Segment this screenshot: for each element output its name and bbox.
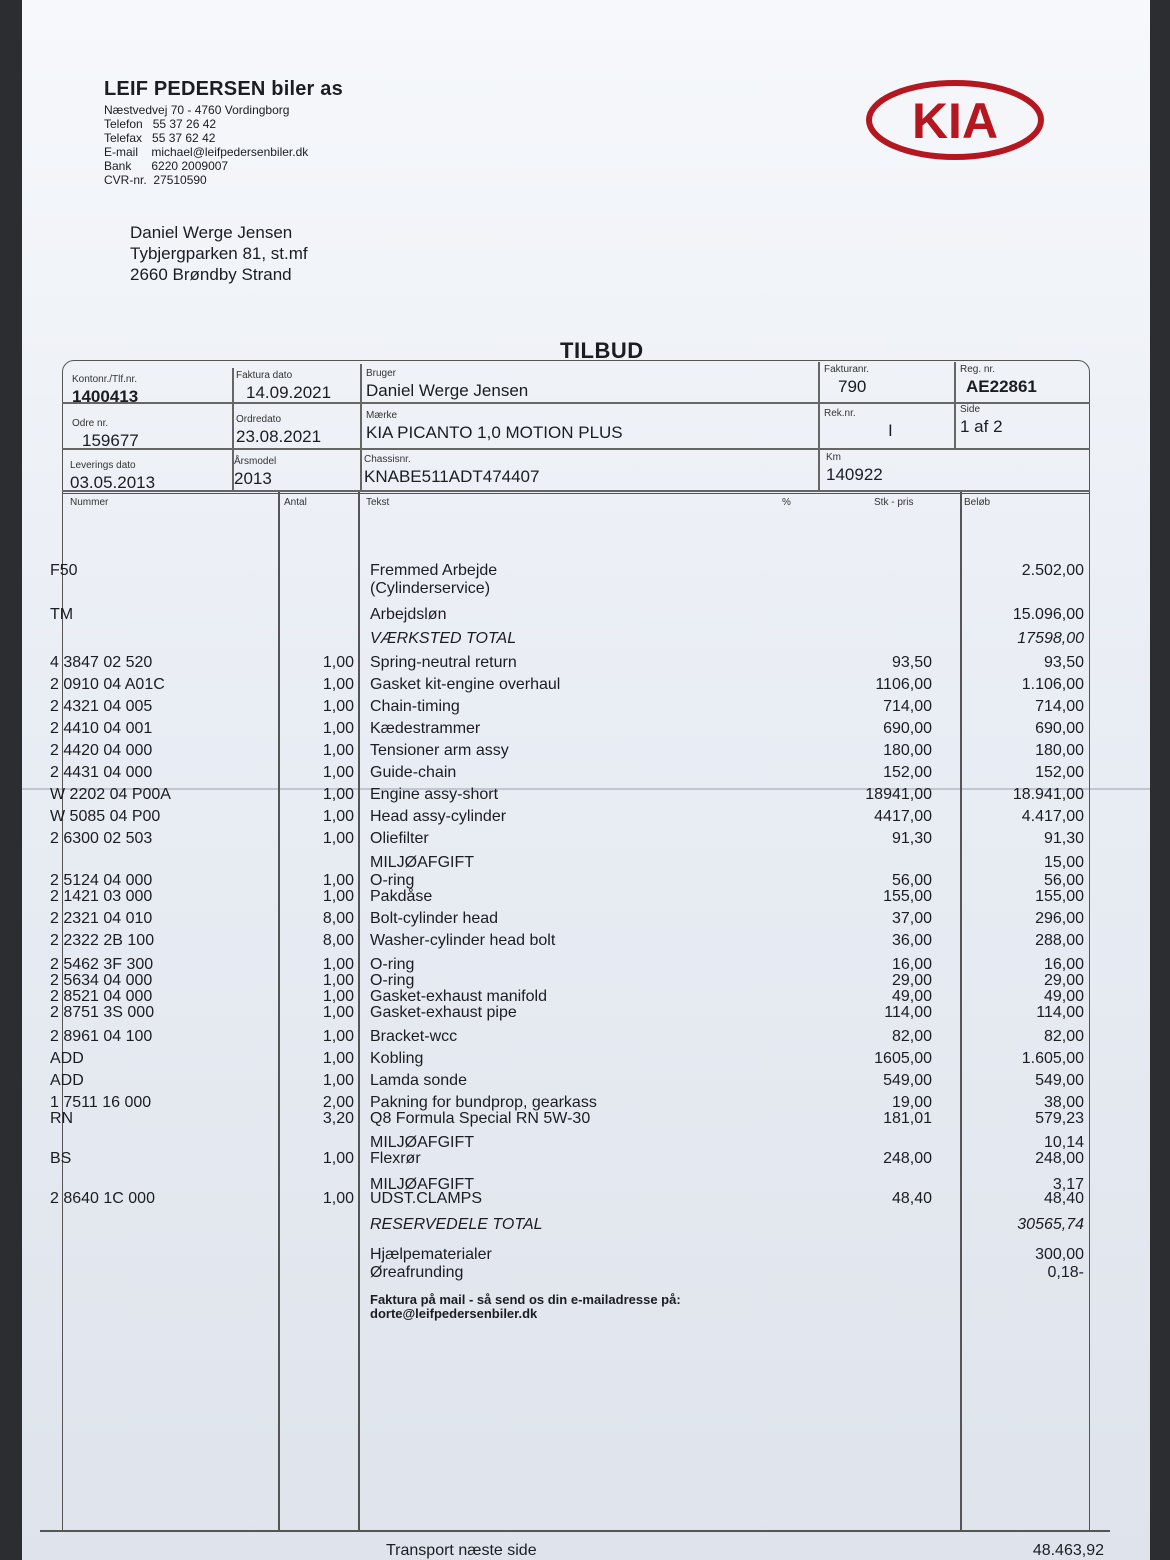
item-text: MILJØAFGIFT: [370, 854, 474, 871]
recipient-city: 2660 Brøndby Strand: [130, 265, 292, 284]
item-quantity: 8,00: [322, 910, 354, 927]
item-text: dorte@leifpedersenbiler.dk: [370, 1306, 538, 1321]
item-quantity: 1,00: [322, 654, 354, 671]
item-text: Øreafrunding: [370, 1264, 464, 1281]
item-text: Fremmed Arbejde: [370, 562, 498, 579]
item-text: Guide-chain: [370, 764, 457, 781]
item-unit-price: 18941,00: [865, 786, 932, 803]
item-amount: 549,00: [1035, 1072, 1084, 1089]
item-quantity: 1,00: [322, 988, 354, 1005]
item-quantity: 1,00: [322, 872, 354, 889]
item-text: MILJØAFGIFT: [370, 1134, 474, 1151]
item-number: 2 1421 03 000: [50, 888, 153, 905]
item-amount: 82,00: [1043, 1028, 1084, 1045]
item-unit-price: 549,00: [883, 1072, 932, 1089]
item-text: Washer-cylinder head bolt: [370, 932, 556, 949]
item-unit-price: 248,00: [883, 1150, 932, 1167]
item-unit-price: 180,00: [883, 742, 932, 759]
item-text: O-ring: [370, 872, 415, 889]
column-divider: [278, 492, 280, 1532]
item-amount: 180,00: [1035, 742, 1084, 759]
item-amount: 155,00: [1035, 888, 1084, 905]
kia-logo: [864, 78, 1046, 162]
item-amount: 17598,00: [1017, 630, 1084, 647]
item-quantity: 1,00: [322, 972, 354, 989]
header-divider: [818, 362, 820, 490]
item-quantity: 1,00: [322, 720, 354, 737]
item-amount: 48,40: [1043, 1190, 1084, 1207]
item-unit-price: 155,00: [883, 888, 932, 905]
item-amount: 0,18-: [1047, 1264, 1084, 1281]
header-leveringsdato: Leverings dato 03.05.2013: [70, 460, 156, 492]
item-quantity: 1,00: [322, 1150, 354, 1167]
item-quantity: 2,00: [322, 1094, 354, 1111]
item-text: Gasket-exhaust manifold: [370, 988, 547, 1005]
item-text: MILJØAFGIFT: [370, 1176, 474, 1193]
item-number: 2 8961 04 100: [50, 1028, 153, 1045]
item-text: Bracket-wcc: [370, 1028, 458, 1045]
header-fakturadato: Faktura dato 14.09.2021: [236, 370, 332, 402]
item-text: Head assy-cylinder: [370, 808, 507, 825]
item-quantity: 1,00: [322, 786, 354, 803]
item-text: Q8 Formula Special RN 5W-30: [370, 1110, 591, 1127]
item-amount: 248,00: [1035, 1150, 1084, 1167]
item-unit-price: 16,00: [891, 956, 932, 973]
recipient-name: Daniel Werge Jensen: [130, 223, 293, 242]
item-amount: 3,17: [1052, 1176, 1084, 1193]
item-unit-price: 152,00: [883, 764, 932, 781]
item-amount: 93,50: [1043, 654, 1084, 671]
item-text: Gasket kit-engine overhaul: [370, 676, 561, 693]
item-text: (Cylinderservice): [370, 580, 491, 597]
item-number: W 5085 04 P00: [50, 808, 161, 825]
item-number: TM: [50, 606, 74, 623]
item-amount: 579,23: [1035, 1110, 1084, 1127]
item-text: VÆRKSTED TOTAL: [370, 630, 517, 647]
header-km: Km 140922: [826, 452, 883, 484]
item-unit-price: 690,00: [883, 720, 932, 737]
item-number: 2 4431 04 000: [50, 764, 153, 781]
item-text: Kædestrammer: [370, 720, 481, 737]
item-number: 4 3847 02 520: [50, 654, 153, 671]
item-unit-price: 82,00: [891, 1028, 932, 1045]
item-amount: 38,00: [1043, 1094, 1084, 1111]
item-amount: 714,00: [1035, 698, 1084, 715]
item-amount: 300,00: [1035, 1246, 1084, 1263]
header-ordredato: Ordredato 23.08.2021: [236, 414, 322, 446]
item-text: Tensioner arm assy: [370, 742, 509, 759]
item-unit-price: 181,01: [883, 1110, 932, 1127]
item-text: Spring-neutral return: [370, 654, 517, 671]
item-amount: 1.605,00: [1021, 1050, 1084, 1067]
item-number: F50: [50, 562, 78, 579]
item-unit-price: 93,50: [891, 654, 932, 671]
item-unit-price: 48,40: [891, 1190, 932, 1207]
item-number: 2 2322 2B 100: [50, 932, 155, 949]
item-number: RN: [50, 1110, 74, 1127]
item-quantity: 1,00: [322, 1050, 354, 1067]
item-quantity: 1,00: [322, 1072, 354, 1089]
item-quantity: 1,00: [322, 698, 354, 715]
item-amount: 18.941,00: [1012, 786, 1084, 803]
item-amount: 152,00: [1035, 764, 1084, 781]
item-amount: 49,00: [1043, 988, 1084, 1005]
item-unit-price: 91,30: [891, 830, 932, 847]
item-text: O-ring: [370, 956, 415, 973]
item-text: Kobling: [370, 1050, 424, 1067]
document-title: TILBUD: [560, 338, 644, 363]
header-aarsmodel: Årsmodel 2013: [234, 456, 277, 488]
company-phone: Telefon 55 37 26 42: [104, 117, 217, 131]
item-quantity: 1,00: [322, 830, 354, 847]
item-number: ADD: [50, 1050, 84, 1067]
item-quantity: 1,00: [322, 808, 354, 825]
company-fax: Telefax 55 37 62 42: [104, 131, 216, 145]
item-text: UDST.CLAMPS: [370, 1190, 483, 1207]
item-amount: 114,00: [1036, 1004, 1084, 1021]
item-unit-price: 19,00: [891, 1094, 932, 1111]
item-number: 2 8521 04 000: [50, 988, 153, 1005]
recipient-street: Tybjergparken 81, st.mf: [130, 244, 308, 263]
item-amount: 4.417,00: [1021, 808, 1084, 825]
company-name: LEIF PEDERSEN biler as: [104, 78, 343, 100]
item-unit-price: 56,00: [891, 872, 932, 889]
item-text: Bolt-cylinder head: [370, 910, 499, 927]
item-amount: 1.106,00: [1021, 676, 1084, 693]
item-text: Gasket-exhaust pipe: [370, 1004, 517, 1021]
item-unit-price: 36,00: [891, 932, 932, 949]
item-quantity: 1,00: [322, 956, 354, 973]
column-header-antal: Antal: [284, 497, 307, 508]
item-amount: 56,00: [1043, 872, 1084, 889]
column-header-nummer: Nummer: [70, 497, 109, 508]
item-quantity: 1,00: [322, 888, 354, 905]
item-number: 1 7511 16 000: [50, 1094, 152, 1111]
kia-logo-text: KIA: [911, 93, 999, 149]
company-block: [104, 78, 343, 187]
header-maerke: Mærke KIA PICANTO 1,0 MOTION PLUS: [366, 410, 623, 442]
item-number: 2 2321 04 010: [50, 910, 153, 927]
item-unit-price: 37,00: [891, 910, 932, 927]
column-divider: [960, 492, 962, 1532]
item-amount: 690,00: [1035, 720, 1084, 737]
item-quantity: 1,00: [322, 1004, 354, 1021]
item-number: 2 6300 02 503: [50, 830, 153, 847]
item-quantity: 3,20: [322, 1110, 354, 1127]
company-details: [104, 103, 343, 187]
item-amount: 15,00: [1043, 854, 1084, 871]
item-number: 2 4420 04 000: [50, 742, 153, 759]
item-unit-price: 29,00: [891, 972, 932, 989]
item-quantity: 1,00: [322, 1190, 354, 1207]
transport-label: Transport næste side: [386, 1542, 537, 1559]
item-amount: 29,00: [1043, 972, 1084, 989]
item-unit-price: 714,00: [883, 698, 932, 715]
item-number: 2 0910 04 A01C: [50, 676, 165, 693]
header-ordrenr: Odre nr. 159677: [72, 418, 139, 450]
item-number: 2 4321 04 005: [50, 698, 153, 715]
column-header-percent: %: [782, 497, 791, 508]
item-number: 2 8751 3S 000: [50, 1004, 155, 1021]
item-amount: 288,00: [1035, 932, 1084, 949]
item-number: ADD: [50, 1072, 84, 1089]
item-number: 2 5634 04 000: [50, 972, 153, 989]
company-bank: Bank 6220 2009007: [104, 159, 229, 173]
item-text: RESERVEDELE TOTAL: [370, 1216, 543, 1233]
invoice-paper: [22, 0, 1150, 1560]
item-number: BS: [50, 1150, 72, 1167]
recipient-address: [130, 222, 308, 285]
item-number: 2 5124 04 000: [50, 872, 153, 889]
column-divider: [358, 492, 360, 1532]
header-kontonr: Kontonr./Tlf.nr. 1400413: [72, 374, 139, 406]
transport-amount: 48.463,92: [1032, 1542, 1104, 1559]
item-number: 2 4410 04 001: [50, 720, 153, 737]
item-quantity: 1,00: [322, 764, 354, 781]
item-unit-price: 1605,00: [874, 1050, 932, 1067]
item-text: Oliefilter: [370, 830, 429, 847]
header-divider: [954, 362, 956, 448]
company-address: Næstvedvej 70 - 4760 Vordingborg: [104, 103, 290, 117]
footer-rule: [40, 1530, 1110, 1532]
item-text: Arbejdsløn: [370, 606, 447, 623]
item-text: Pakdåse: [370, 888, 433, 905]
header-rule: [62, 448, 1090, 450]
item-text: Faktura på mail - så send os din e-mailadresse på:: [370, 1292, 681, 1307]
item-text: Flexrør: [370, 1150, 421, 1167]
header-bruger: Bruger Daniel Werge Jensen: [366, 368, 529, 400]
header-rule: [62, 402, 1090, 404]
item-text: Engine assy-short: [370, 786, 499, 803]
item-amount: 30565,74: [1017, 1216, 1084, 1233]
item-amount: 16,00: [1043, 956, 1084, 973]
item-text: Pakning for bundprop, gearkass: [370, 1094, 597, 1111]
item-amount: 10,14: [1043, 1134, 1084, 1151]
item-amount: 91,30: [1043, 830, 1084, 847]
company-email: E-mail michael@leifpedersenbiler.dk: [104, 145, 309, 159]
item-number: W 2202 04 P00A: [50, 786, 171, 803]
item-quantity: 8,00: [322, 932, 354, 949]
item-quantity: 1,00: [322, 1028, 354, 1045]
column-header-tekst: Tekst: [366, 497, 390, 508]
header-divider: [360, 364, 362, 490]
item-number: 2 5462 3F 300: [50, 956, 154, 973]
header-reknr: Rek.nr. I: [824, 408, 893, 440]
line-items-table: [62, 492, 1090, 1532]
item-text: O-ring: [370, 972, 415, 989]
header-side: Side 1 af 2: [960, 404, 1003, 436]
item-quantity: 1,00: [322, 676, 354, 693]
item-unit-price: 114,00: [884, 1004, 932, 1021]
item-amount: 296,00: [1035, 910, 1084, 927]
header-regnr: Reg. nr. AE22861: [960, 364, 1037, 396]
item-number: 2 8640 1C 000: [50, 1190, 155, 1207]
item-text: Lamda sonde: [370, 1072, 467, 1089]
item-unit-price: 4417,00: [874, 808, 932, 825]
header-fakturanr: Fakturanr. 790: [824, 364, 870, 396]
item-text: Chain-timing: [370, 698, 460, 715]
item-amount: 2.502,00: [1021, 562, 1084, 579]
item-text: Hjælpematerialer: [370, 1246, 492, 1263]
column-header-beloeb: Beløb: [964, 497, 991, 508]
header-chassisnr: Chassisnr. KNABE511ADT474407: [364, 454, 540, 486]
item-quantity: 1,00: [322, 742, 354, 759]
item-unit-price: 1106,00: [875, 676, 932, 693]
item-unit-price: 49,00: [891, 988, 932, 1005]
column-header-stk-pris: Stk - pris: [874, 497, 914, 508]
item-amount: 15.096,00: [1012, 606, 1084, 623]
company-cvr: CVR-nr. 27510590: [104, 173, 207, 187]
